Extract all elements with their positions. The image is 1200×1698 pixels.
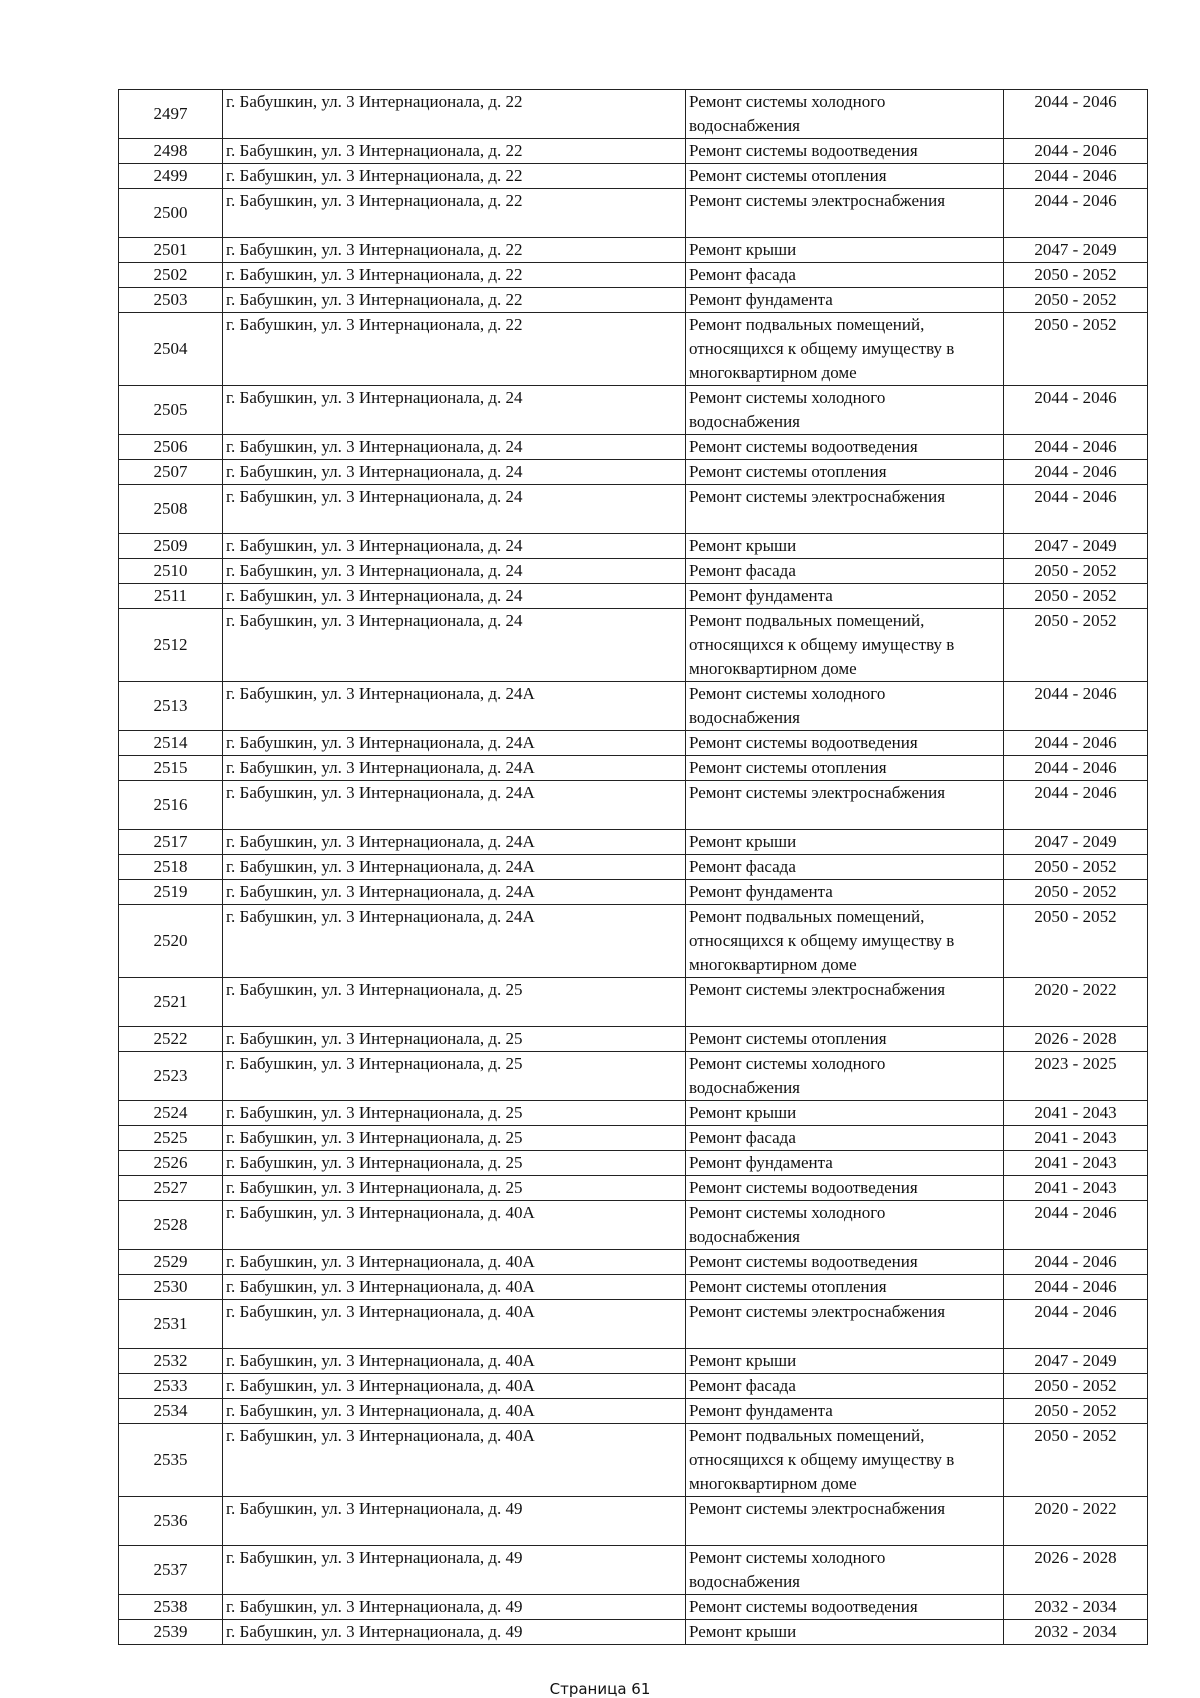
period-cell: 2047 - 2049 bbox=[1004, 1349, 1148, 1374]
period-cell: 2032 - 2034 bbox=[1004, 1595, 1148, 1620]
address-cell: г. Бабушкин, ул. 3 Интернационала, д. 24 bbox=[223, 584, 686, 609]
address-cell: г. Бабушкин, ул. 3 Интернационала, д. 24 bbox=[223, 609, 686, 682]
work-type-cell: Ремонт крыши bbox=[686, 534, 1004, 559]
period-cell: 2044 - 2046 bbox=[1004, 460, 1148, 485]
row-number-cell: 2506 bbox=[119, 435, 223, 460]
period-cell: 2050 - 2052 bbox=[1004, 559, 1148, 584]
period-cell: 2044 - 2046 bbox=[1004, 1275, 1148, 1300]
table-row bbox=[119, 1201, 1148, 1250]
period-cell: 2044 - 2046 bbox=[1004, 164, 1148, 189]
period-cell: 2044 - 2046 bbox=[1004, 756, 1148, 781]
address-cell: г. Бабушкин, ул. 3 Интернационала, д. 49 bbox=[223, 1497, 686, 1546]
row-number-cell: 2520 bbox=[119, 905, 223, 978]
work-type-cell: Ремонт крыши bbox=[686, 1101, 1004, 1126]
table-row bbox=[119, 238, 1148, 263]
work-type-cell: Ремонт фасада bbox=[686, 855, 1004, 880]
table-row bbox=[119, 1300, 1148, 1349]
row-number-cell: 2530 bbox=[119, 1275, 223, 1300]
address-cell: г. Бабушкин, ул. 3 Интернационала, д. 24 bbox=[223, 559, 686, 584]
work-type-cell: Ремонт системы водоотведения bbox=[686, 139, 1004, 164]
work-type-cell: Ремонт системы отопления bbox=[686, 1275, 1004, 1300]
work-type-cell: Ремонт системы электроснабжения bbox=[686, 1300, 1004, 1349]
row-number-cell: 2510 bbox=[119, 559, 223, 584]
period-cell: 2041 - 2043 bbox=[1004, 1126, 1148, 1151]
address-cell: г. Бабушкин, ул. 3 Интернационала, д. 25 bbox=[223, 1101, 686, 1126]
work-type-cell: Ремонт системы электроснабжения bbox=[686, 1497, 1004, 1546]
period-cell: 2044 - 2046 bbox=[1004, 90, 1148, 139]
row-number-cell: 2513 bbox=[119, 682, 223, 731]
address-cell: г. Бабушкин, ул. 3 Интернационала, д. 40А bbox=[223, 1275, 686, 1300]
row-number-cell: 2509 bbox=[119, 534, 223, 559]
work-type-cell: Ремонт системы водоотведения bbox=[686, 1595, 1004, 1620]
period-cell: 2044 - 2046 bbox=[1004, 1201, 1148, 1250]
row-number-cell: 2499 bbox=[119, 164, 223, 189]
row-number-cell: 2528 bbox=[119, 1201, 223, 1250]
work-type-cell: Ремонт системы холодного водоснабжения bbox=[686, 1201, 1004, 1250]
work-type-cell: Ремонт системы холодного водоснабжения bbox=[686, 90, 1004, 139]
table-row bbox=[119, 189, 1148, 238]
period-cell: 2050 - 2052 bbox=[1004, 855, 1148, 880]
period-cell: 2047 - 2049 bbox=[1004, 238, 1148, 263]
row-number-cell: 2508 bbox=[119, 485, 223, 534]
work-type-cell: Ремонт системы отопления bbox=[686, 164, 1004, 189]
table-row bbox=[119, 1027, 1148, 1052]
address-cell: г. Бабушкин, ул. 3 Интернационала, д. 24А bbox=[223, 880, 686, 905]
work-type-cell: Ремонт системы холодного водоснабжения bbox=[686, 1052, 1004, 1101]
row-number-cell: 2519 bbox=[119, 880, 223, 905]
table-row bbox=[119, 978, 1148, 1027]
row-number-cell: 2511 bbox=[119, 584, 223, 609]
period-cell: 2047 - 2049 bbox=[1004, 534, 1148, 559]
period-cell: 2041 - 2043 bbox=[1004, 1176, 1148, 1201]
period-cell: 2044 - 2046 bbox=[1004, 485, 1148, 534]
address-cell: г. Бабушкин, ул. 3 Интернационала, д. 22 bbox=[223, 164, 686, 189]
table-row bbox=[119, 313, 1148, 386]
row-number-cell: 2522 bbox=[119, 1027, 223, 1052]
row-number-cell: 2516 bbox=[119, 781, 223, 830]
address-cell: г. Бабушкин, ул. 3 Интернационала, д. 22 bbox=[223, 263, 686, 288]
period-cell: 2026 - 2028 bbox=[1004, 1027, 1148, 1052]
table-row bbox=[119, 386, 1148, 435]
address-cell: г. Бабушкин, ул. 3 Интернационала, д. 24 bbox=[223, 386, 686, 435]
work-type-cell: Ремонт подвальных помещений, относящихся к общему имуществу в многоквартирном доме bbox=[686, 905, 1004, 978]
address-cell: г. Бабушкин, ул. 3 Интернационала, д. 22 bbox=[223, 313, 686, 386]
table-row bbox=[119, 1126, 1148, 1151]
work-type-cell: Ремонт фундамента bbox=[686, 1151, 1004, 1176]
work-type-cell: Ремонт подвальных помещений, относящихся к общему имуществу в многоквартирном доме bbox=[686, 1424, 1004, 1497]
row-number-cell: 2515 bbox=[119, 756, 223, 781]
table-row bbox=[119, 559, 1148, 584]
table-row bbox=[119, 731, 1148, 756]
work-type-cell: Ремонт подвальных помещений, относящихся к общему имуществу в многоквартирном доме bbox=[686, 313, 1004, 386]
period-cell: 2050 - 2052 bbox=[1004, 288, 1148, 313]
address-cell: г. Бабушкин, ул. 3 Интернационала, д. 24А bbox=[223, 830, 686, 855]
work-type-cell: Ремонт крыши bbox=[686, 1620, 1004, 1645]
period-cell: 2050 - 2052 bbox=[1004, 584, 1148, 609]
address-cell: г. Бабушкин, ул. 3 Интернационала, д. 22 bbox=[223, 90, 686, 139]
period-cell: 2041 - 2043 bbox=[1004, 1101, 1148, 1126]
table-row bbox=[119, 1497, 1148, 1546]
table-body bbox=[119, 90, 1148, 1645]
work-type-cell: Ремонт крыши bbox=[686, 1349, 1004, 1374]
row-number-cell: 2535 bbox=[119, 1424, 223, 1497]
table-row bbox=[119, 682, 1148, 731]
address-cell: г. Бабушкин, ул. 3 Интернационала, д. 24А bbox=[223, 905, 686, 978]
period-cell: 2044 - 2046 bbox=[1004, 435, 1148, 460]
row-number-cell: 2539 bbox=[119, 1620, 223, 1645]
table-row bbox=[119, 1595, 1148, 1620]
address-cell: г. Бабушкин, ул. 3 Интернационала, д. 24А bbox=[223, 781, 686, 830]
work-type-cell: Ремонт фасада bbox=[686, 559, 1004, 584]
table-row bbox=[119, 164, 1148, 189]
row-number-cell: 2503 bbox=[119, 288, 223, 313]
work-type-cell: Ремонт системы водоотведения bbox=[686, 435, 1004, 460]
address-cell: г. Бабушкин, ул. 3 Интернационала, д. 40А bbox=[223, 1349, 686, 1374]
work-type-cell: Ремонт системы электроснабжения bbox=[686, 781, 1004, 830]
address-cell: г. Бабушкин, ул. 3 Интернационала, д. 49 bbox=[223, 1595, 686, 1620]
address-cell: г. Бабушкин, ул. 3 Интернационала, д. 24А bbox=[223, 731, 686, 756]
row-number-cell: 2529 bbox=[119, 1250, 223, 1275]
work-type-cell: Ремонт системы отопления bbox=[686, 1027, 1004, 1052]
address-cell: г. Бабушкин, ул. 3 Интернационала, д. 25 bbox=[223, 978, 686, 1027]
address-cell: г. Бабушкин, ул. 3 Интернационала, д. 24А bbox=[223, 756, 686, 781]
work-type-cell: Ремонт фасада bbox=[686, 1374, 1004, 1399]
period-cell: 2050 - 2052 bbox=[1004, 1424, 1148, 1497]
work-type-cell: Ремонт системы холодного водоснабжения bbox=[686, 682, 1004, 731]
work-type-cell: Ремонт системы водоотведения bbox=[686, 731, 1004, 756]
work-type-cell: Ремонт системы электроснабжения bbox=[686, 485, 1004, 534]
row-number-cell: 2498 bbox=[119, 139, 223, 164]
period-cell: 2023 - 2025 bbox=[1004, 1052, 1148, 1101]
table-row bbox=[119, 855, 1148, 880]
address-cell: г. Бабушкин, ул. 3 Интернационала, д. 25 bbox=[223, 1052, 686, 1101]
work-type-cell: Ремонт фасада bbox=[686, 1126, 1004, 1151]
period-cell: 2032 - 2034 bbox=[1004, 1620, 1148, 1645]
table-row bbox=[119, 1052, 1148, 1101]
row-number-cell: 2534 bbox=[119, 1399, 223, 1424]
table-row bbox=[119, 756, 1148, 781]
address-cell: г. Бабушкин, ул. 3 Интернационала, д. 40А bbox=[223, 1374, 686, 1399]
work-type-cell: Ремонт системы отопления bbox=[686, 756, 1004, 781]
address-cell: г. Бабушкин, ул. 3 Интернационала, д. 22 bbox=[223, 288, 686, 313]
row-number-cell: 2526 bbox=[119, 1151, 223, 1176]
row-number-cell: 2537 bbox=[119, 1546, 223, 1595]
table-row bbox=[119, 435, 1148, 460]
row-number-cell: 2501 bbox=[119, 238, 223, 263]
work-type-cell: Ремонт системы отопления bbox=[686, 460, 1004, 485]
row-number-cell: 2531 bbox=[119, 1300, 223, 1349]
address-cell: г. Бабушкин, ул. 3 Интернационала, д. 24 bbox=[223, 460, 686, 485]
period-cell: 2044 - 2046 bbox=[1004, 139, 1148, 164]
table-row bbox=[119, 534, 1148, 559]
table-row bbox=[119, 1250, 1148, 1275]
table-row bbox=[119, 584, 1148, 609]
period-cell: 2044 - 2046 bbox=[1004, 1250, 1148, 1275]
address-cell: г. Бабушкин, ул. 3 Интернационала, д. 24 bbox=[223, 435, 686, 460]
row-number-cell: 2523 bbox=[119, 1052, 223, 1101]
work-type-cell: Ремонт системы холодного водоснабжения bbox=[686, 386, 1004, 435]
period-cell: 2050 - 2052 bbox=[1004, 313, 1148, 386]
row-number-cell: 2532 bbox=[119, 1349, 223, 1374]
period-cell: 2020 - 2022 bbox=[1004, 978, 1148, 1027]
address-cell: г. Бабушкин, ул. 3 Интернационала, д. 49 bbox=[223, 1620, 686, 1645]
row-number-cell: 2518 bbox=[119, 855, 223, 880]
table-row bbox=[119, 139, 1148, 164]
period-cell: 2050 - 2052 bbox=[1004, 880, 1148, 905]
row-number-cell: 2536 bbox=[119, 1497, 223, 1546]
period-cell: 2041 - 2043 bbox=[1004, 1151, 1148, 1176]
table-row bbox=[119, 830, 1148, 855]
table-row bbox=[119, 905, 1148, 978]
table-row bbox=[119, 880, 1148, 905]
address-cell: г. Бабушкин, ул. 3 Интернационала, д. 40А bbox=[223, 1250, 686, 1275]
address-cell: г. Бабушкин, ул. 3 Интернационала, д. 25 bbox=[223, 1151, 686, 1176]
table-row bbox=[119, 288, 1148, 313]
table-row bbox=[119, 1349, 1148, 1374]
work-type-cell: Ремонт фундамента bbox=[686, 288, 1004, 313]
work-type-cell: Ремонт системы водоотведения bbox=[686, 1250, 1004, 1275]
row-number-cell: 2538 bbox=[119, 1595, 223, 1620]
table-row bbox=[119, 1176, 1148, 1201]
address-cell: г. Бабушкин, ул. 3 Интернационала, д. 22 bbox=[223, 189, 686, 238]
table-row bbox=[119, 609, 1148, 682]
work-type-cell: Ремонт подвальных помещений, относящихся к общему имуществу в многоквартирном доме bbox=[686, 609, 1004, 682]
period-cell: 2050 - 2052 bbox=[1004, 263, 1148, 288]
work-type-cell: Ремонт системы холодного водоснабжения bbox=[686, 1546, 1004, 1595]
period-cell: 2044 - 2046 bbox=[1004, 386, 1148, 435]
page-number: Страница 61 bbox=[549, 1680, 651, 1698]
table-row bbox=[119, 1101, 1148, 1126]
row-number-cell: 2504 bbox=[119, 313, 223, 386]
row-number-cell: 2514 bbox=[119, 731, 223, 756]
row-number-cell: 2521 bbox=[119, 978, 223, 1027]
period-cell: 2044 - 2046 bbox=[1004, 189, 1148, 238]
period-cell: 2044 - 2046 bbox=[1004, 1300, 1148, 1349]
row-number-cell: 2533 bbox=[119, 1374, 223, 1399]
address-cell: г. Бабушкин, ул. 3 Интернационала, д. 40А bbox=[223, 1201, 686, 1250]
repair-schedule-table bbox=[118, 89, 1148, 1645]
work-type-cell: Ремонт системы водоотведения bbox=[686, 1176, 1004, 1201]
row-number-cell: 2512 bbox=[119, 609, 223, 682]
row-number-cell: 2500 bbox=[119, 189, 223, 238]
address-cell: г. Бабушкин, ул. 3 Интернационала, д. 22 bbox=[223, 238, 686, 263]
address-cell: г. Бабушкин, ул. 3 Интернационала, д. 24А bbox=[223, 855, 686, 880]
work-type-cell: Ремонт фундамента bbox=[686, 584, 1004, 609]
row-number-cell: 2505 bbox=[119, 386, 223, 435]
table-row bbox=[119, 1374, 1148, 1399]
address-cell: г. Бабушкин, ул. 3 Интернационала, д. 25 bbox=[223, 1027, 686, 1052]
row-number-cell: 2524 bbox=[119, 1101, 223, 1126]
period-cell: 2044 - 2046 bbox=[1004, 731, 1148, 756]
period-cell: 2050 - 2052 bbox=[1004, 1374, 1148, 1399]
period-cell: 2026 - 2028 bbox=[1004, 1546, 1148, 1595]
table-row bbox=[119, 1546, 1148, 1595]
address-cell: г. Бабушкин, ул. 3 Интернационала, д. 22 bbox=[223, 139, 686, 164]
table-row bbox=[119, 90, 1148, 139]
address-cell: г. Бабушкин, ул. 3 Интернационала, д. 25 bbox=[223, 1126, 686, 1151]
work-type-cell: Ремонт фасада bbox=[686, 263, 1004, 288]
period-cell: 2050 - 2052 bbox=[1004, 1399, 1148, 1424]
work-type-cell: Ремонт системы электроснабжения bbox=[686, 978, 1004, 1027]
row-number-cell: 2507 bbox=[119, 460, 223, 485]
row-number-cell: 2502 bbox=[119, 263, 223, 288]
table-row bbox=[119, 1620, 1148, 1645]
period-cell: 2044 - 2046 bbox=[1004, 781, 1148, 830]
period-cell: 2044 - 2046 bbox=[1004, 682, 1148, 731]
work-type-cell: Ремонт фундамента bbox=[686, 880, 1004, 905]
table-row bbox=[119, 1151, 1148, 1176]
row-number-cell: 2497 bbox=[119, 90, 223, 139]
row-number-cell: 2517 bbox=[119, 830, 223, 855]
address-cell: г. Бабушкин, ул. 3 Интернационала, д. 40А bbox=[223, 1399, 686, 1424]
table-row bbox=[119, 1399, 1148, 1424]
period-cell: 2047 - 2049 bbox=[1004, 830, 1148, 855]
work-type-cell: Ремонт крыши bbox=[686, 830, 1004, 855]
work-type-cell: Ремонт крыши bbox=[686, 238, 1004, 263]
address-cell: г. Бабушкин, ул. 3 Интернационала, д. 40А bbox=[223, 1300, 686, 1349]
work-type-cell: Ремонт фундамента bbox=[686, 1399, 1004, 1424]
row-number-cell: 2527 bbox=[119, 1176, 223, 1201]
row-number-cell: 2525 bbox=[119, 1126, 223, 1151]
table-row bbox=[119, 1424, 1148, 1497]
period-cell: 2020 - 2022 bbox=[1004, 1497, 1148, 1546]
work-type-cell: Ремонт системы электроснабжения bbox=[686, 189, 1004, 238]
table-row bbox=[119, 460, 1148, 485]
table-row bbox=[119, 781, 1148, 830]
address-cell: г. Бабушкин, ул. 3 Интернационала, д. 24А bbox=[223, 682, 686, 731]
table-row bbox=[119, 263, 1148, 288]
table-row bbox=[119, 1275, 1148, 1300]
period-cell: 2050 - 2052 bbox=[1004, 905, 1148, 978]
period-cell: 2050 - 2052 bbox=[1004, 609, 1148, 682]
address-cell: г. Бабушкин, ул. 3 Интернационала, д. 24 bbox=[223, 534, 686, 559]
address-cell: г. Бабушкин, ул. 3 Интернационала, д. 49 bbox=[223, 1546, 686, 1595]
address-cell: г. Бабушкин, ул. 3 Интернационала, д. 40А bbox=[223, 1424, 686, 1497]
address-cell: г. Бабушкин, ул. 3 Интернационала, д. 24 bbox=[223, 485, 686, 534]
address-cell: г. Бабушкин, ул. 3 Интернационала, д. 25 bbox=[223, 1176, 686, 1201]
table-row bbox=[119, 485, 1148, 534]
